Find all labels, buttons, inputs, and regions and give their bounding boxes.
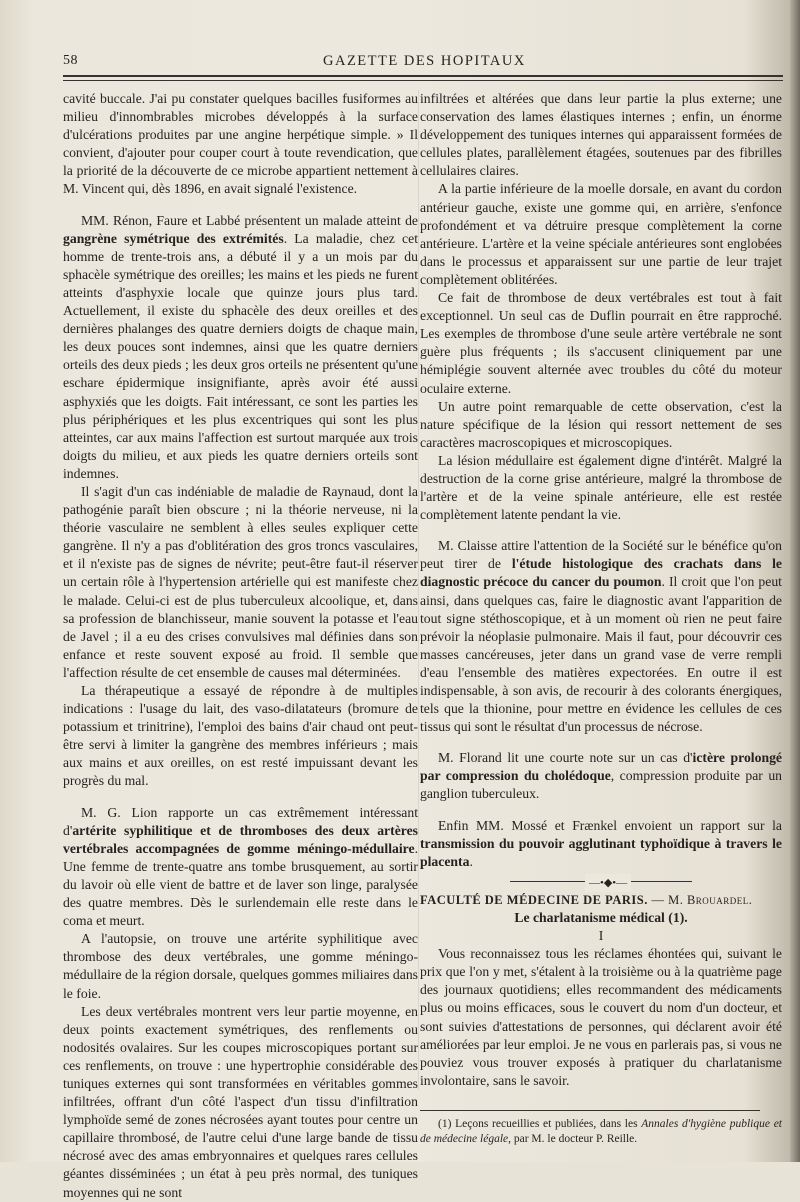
paragraph-lion: M. G. Lion rapporte un cas extrêmement intéressant d'artérite syphilitique et de thromboses des deux artères vertébrales accompagnées de gomme méningo-médullaire. Une femme de trente-quatre ans tombe brusquement, au sortir du lavoir où elle vient de battre et de laver son linge, paralysée des quatre membres. Dès le surlendemain elle reste dans le coma et meurt. — [63, 804, 418, 929]
footnote: (1) Leçons recueillies et publiées, dans les Annales d'hygiène publique et de médecine légale, par M. le docteur P. Reille. — [420, 1117, 782, 1145]
paragraph: cavité buccale. J'ai pu constater quelques bacilles fusiformes au milieu d'innombrables microbes développés à la surface d'ulcérations produites par une angine herpétique simple. » Il convient, d'ajouter pour couper court à toute revendication, que la priorité de la découverte de ce microbe appartient nettement à M. Vincent qui, dès 1896, en avait signalé l'existence. — [63, 91, 418, 197]
paragraph: La thérapeutique a essayé de répondre à de multiples indications : l'usage du lait, des vaso-dilatateurs (bromure de potassium et trinitrine), l'emploi des bains d'air chaud ont peut-être servi à limiter la gangrène des membres inférieurs ; mais aux mains et aux oreilles, on est resté impuissant devant les progrès du mal. — [63, 683, 418, 789]
page-number: 58 — [63, 53, 78, 68]
header-rule-thin — [63, 80, 783, 81]
section-divider — [420, 871, 782, 891]
paragraph: Vous reconnaissez tous les réclames éhontées qui, suivant le prix que l'on y met, s'étalent à la troisième ou à la quatrième page des journaux quotidiens; elles recommandent des médicaments plus ou moins efficaces, sous le couvert du nom d'un docteur, et sont suivies d'attestations de personnes, qui déclarent avoir été améliorées par leur emploi. Je ne vous en parlerais pas, si vous ne pouviez vous trouver exposés à pratiquer du charlatanisme involontaire, sans le savoir. — [420, 946, 782, 1088]
page-edge-shadow — [790, 0, 800, 1162]
paragraph: infiltrées et altérées que dans leur partie la plus externe; une conservation des lames élastiques internes ; enfin, un énorme développement des tuniques internes qui apparaissent formées de cellules plates, parallèlement étagées, soutenues par des fibrilles cellulaires claires. — [420, 91, 782, 179]
section-heading: FACULTÉ DE MÉDECINE DE PARIS. — M. Brouardel. — [420, 892, 753, 907]
section-numeral: I — [598, 928, 604, 944]
paragraph-claisse: M. Claisse attire l'attention de la Société sur le bénéfice qu'on peut tirer de l'étude histologique des crachats dans le diagnostic précoce du cancer du poumon. Il croit que l'on peut ainsi, dans quelques cas, faire le diagnostic avant l'apparition de tout signe stéthoscopique, et à un moment où rien ne peut faire prévoir la néoplasie pulmonaire. Mais il faut, pour découvrir ces masses cancéreuses, jeter dans un grand vase de verre rempli d'eau l'ensemble des matières expectorées. En outre il est indispensable, à son avis, de recourir à des colorants énergiques, tels que la thionine, pour mettre en évidence les cellules de ces tissus qui sont le résultat d'un processus de nécrose. — [420, 538, 782, 735]
paragraph: A la partie inférieure de la moelle dorsale, en avant du cordon antérieur gauche, existe une gomme qui, en arrière, s'enfonce profondément et va détruire presque complètement la corne antérieure. L'artère et la veine spéciale antérieures sont englobées dans le processus et apparaissent sur une partie de leur trajet complètement oblitérées. — [420, 181, 782, 287]
paragraph: Il s'agit d'un cas indéniable de maladie de Raynaud, dont la pathogénie paraît bien obscure ; ni la théorie nerveuse, ni la théorie vasculaire ne semblent à elles seules expliquer cette gangrène. Il n'y a pas d'oblitération des gros troncs vasculaires, et il n'existe pas de signes de névrite; peut-être faut-il réserver un certain rôle à l'hypertension artérielle qui est manifeste chez le malade. Celui-ci est de plus tuberculeux alcoolique, et, dans sa profession de blanchisseur, manie souvent la potasse et l'eau de Javel ; il a eu des crises convulsives mal définies dans son enfance et reste souvent exposé au froid. Il semble que l'affection résulte de cet ensemble de causes mal déterminées. — [63, 483, 418, 680]
footnote-rule — [420, 1110, 760, 1111]
paragraph-florand: M. Florand lit une courte note sur un cas d'ictère prolongé par compression du cholédoque, compression produite par un ganglion tuberculeux. — [420, 750, 783, 802]
left-column — [63, 90, 418, 1202]
paragraph: A l'autopsie, on trouve une artérite syphilitique avec thrombose des deux vertébrales, une gomme méningo-médullaire de la région dorsale, quelques gommes miliaires dans le foie. — [63, 931, 418, 1001]
running-title: GAZETTE DES HOPITAUX — [323, 53, 526, 69]
lecture-title: Le charlatanisme médical (1). — [514, 909, 688, 925]
paragraph-renon: MM. Rénon, Faure et Labbé présentent un malade atteint de gangrène symétrique des extrémités. La maladie, chez cet homme de trente-trois ans, a débuté il y a un mois par du sphacèle symétrique des oreilles; les mains et les pieds ne furent atteints d'asphyxie locale que quinze jours plus tard. Actuellement, il existe du sphacèle des deux oreilles et des dernières phalanges des quatre derniers doigts de chaque main, les deux pouces sont indemnes, ainsi que les quatre derniers orteils des deux pieds ; les deux gros orteils ne présentent qu'une eschare épidermique insignifiante, après avoir été aussi asphyxiés que les doigts. Fait intéressant, ce sont les parties les plus périphériques et les plus excentriques qui sont les plus atteintes, car aux mains l'affection est surtout marquée aux trois doigts du milieu, et aux pieds les quatre derniers orteils sont indemnes. — [63, 212, 418, 481]
paragraph: Un autre point remarquable de cette observation, c'est la nature spécifique de la lésion qui ressort nettement de ses caractères macroscopiques et microscopiques. — [420, 398, 782, 450]
header-rule — [63, 75, 783, 77]
paragraph: La lésion médullaire est également digne d'intérêt. Malgré la destruction de la corne grise antérieure, malgré la thrombose de l'artère et de la veine spinale antérieure, elle est restée complètement latente pendant la vie. — [420, 452, 782, 523]
paragraph: Les deux vertébrales montrent vers leur partie moyenne, en deux points exactement symétriques, des renflements ou nodosités ovalaires. Sur les coupes microscopiques portant sur ces renflements, on trouve : une hypertrophie considérable des tuniques externes qui sont transformées en véritables gommes infiltrées, offrant d'un côté l'aspect d'un tissu d'infiltration lymphoïde semé de zones nécrosées ayant toutes pour centre un capillaire thrombosé, de l'autre celui d'une large bande de tissu nécrosé avec des amas embryonnaires et quelques rares cellules géantes disséminées ; un état à peu près normal, des tuniques moyennes qui ne sont — [63, 1003, 418, 1200]
column-separator — [418, 90, 419, 1090]
page-header — [63, 53, 783, 73]
paragraph-mosse: Enfin MM. Mossé et Frænkel envoient un rapport sur la transmission du pouvoir agglutinant typhoïdique à travers le placenta. — [420, 817, 782, 869]
divider-ornament: —•◆•— — [585, 874, 631, 892]
right-column — [420, 90, 782, 1147]
paragraph: Ce fait de thrombose de deux vertébrales est tout à fait exceptionnel. Un seul cas de Duflin pourrait en être rapproché. Les exemples de thrombose d'une seule artère vertébrale ne sont guère plus fréquents ; ils s'accusent cliniquement par une hémiplégie souvent alternée avec troubles du côté du moteur oculaire externe. — [420, 290, 782, 396]
